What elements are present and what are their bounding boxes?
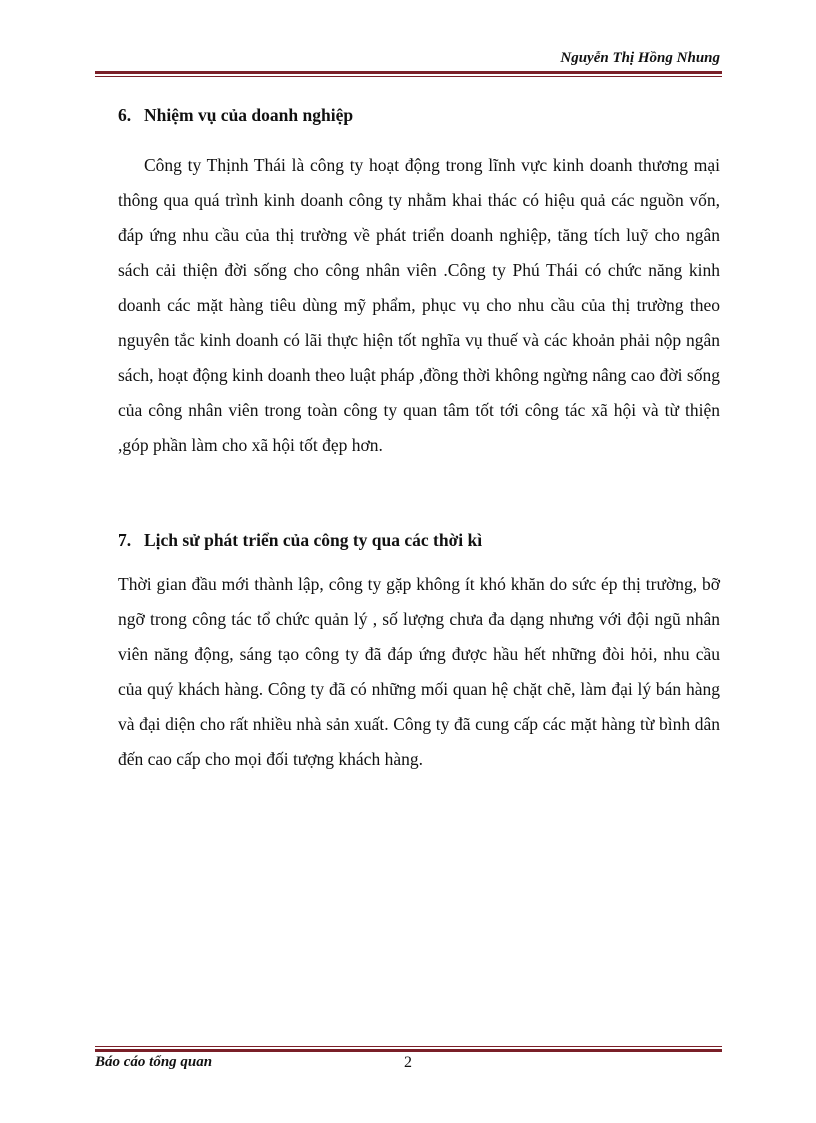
page-number: 2 xyxy=(404,1054,412,1071)
footer-rule-thin xyxy=(95,1046,722,1047)
footer-title: Báo cáo tổng quan xyxy=(95,1054,213,1070)
section-heading-7 xyxy=(118,523,720,557)
footer-rule-thick xyxy=(95,1049,722,1052)
page-content xyxy=(118,98,720,777)
section-title-7: Lịch sử phát triển của công ty qua các thời kì xyxy=(144,530,483,550)
header-author: Nguyễn Thị Hồng Nhung xyxy=(560,50,720,66)
section-number-7: 7. xyxy=(118,530,132,550)
section-paragraph-6: Công ty Thịnh Thái là công ty hoạt động trong lĩnh vực kinh doanh thương mại thông qua quá trình kinh doanh công ty nhằm khai thác có hiệu quả các nguồn vốn, đáp ứng nhu cầu của thị trường về phát triển doanh nghiệp, tăng tích luỹ cho ngân sách cải thiện đời sống cho công nhân viên .Công ty Phú Thái có chức năng kinh doanh các mặt hàng tiêu dùng mỹ phẩm, phục vụ cho nhu cầu của thị trường theo nguyên tắc kinh doanh có lãi thực hiện tốt nghĩa vụ thuế và các khoản phải nộp ngân sách, hoạt động kinh doanh theo luật pháp ,đồng thời không ngừng nâng cao đời sống của công nhân viên trong toàn công ty quan tâm tốt tới công tác xã hội và từ thiện ,góp phần làm cho xã hội tốt đẹp hơn. xyxy=(118,155,720,455)
header-rule-thick xyxy=(95,71,722,74)
header-rule xyxy=(95,71,722,77)
footer-rule xyxy=(95,1046,722,1052)
section-heading-6 xyxy=(118,98,720,132)
section-paragraph-7: Thời gian đầu mới thành lập, công ty gặp không ít khó khăn do sức ép thị trường, bỡ ngỡ trong công tác tổ chức quản lý , số lượng chưa đa dạng nhưng với đội ngũ nhân viên năng động, sáng tạo công ty đã đáp ứng được hầu hết những đòi hỏi, nhu cầu của quý khách hàng. Công ty đã có những mối quan hệ chặt chẽ, làm đại lý bán hàng và đại diện cho rất nhiều nhà sản xuất. Công ty đã cung cấp các mặt hàng từ bình dân đến cao cấp cho mọi đối tượng khách hàng. xyxy=(118,574,720,769)
header-rule-thin xyxy=(95,76,722,77)
section-number-6: 6. xyxy=(118,105,132,125)
section-title-6: Nhiệm vụ của doanh nghiệp xyxy=(144,105,354,125)
